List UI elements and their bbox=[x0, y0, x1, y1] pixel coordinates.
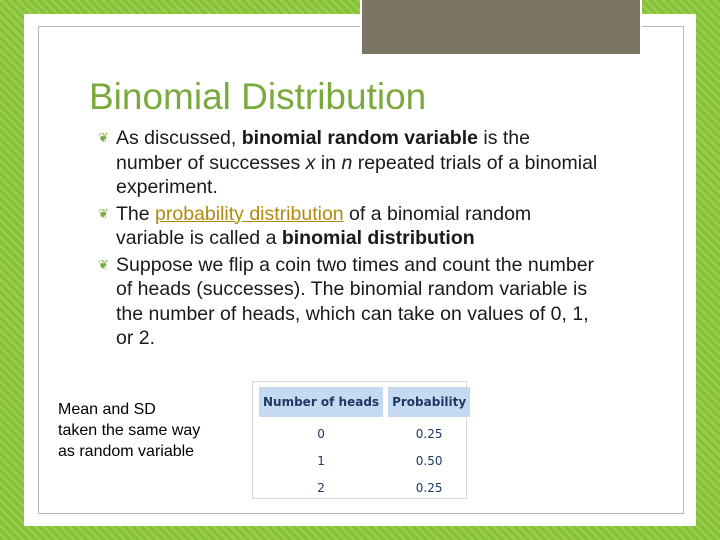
table-row bbox=[259, 447, 470, 474]
side-note-line: Mean and SD bbox=[58, 401, 156, 418]
cell-probability: 0.50 bbox=[415, 453, 443, 468]
column-header-number-of-heads: Number of heads bbox=[259, 387, 383, 417]
probability-distribution-link[interactable]: probability distribution bbox=[155, 202, 344, 225]
cell-probability: 0.25 bbox=[415, 480, 443, 495]
slide-title: Binomial Distribution bbox=[89, 76, 427, 117]
bullet-text: is the number of successes bbox=[116, 127, 530, 174]
cell-heads: 2 bbox=[317, 480, 325, 495]
bullet-text: in bbox=[315, 151, 342, 174]
probability-table-frame bbox=[252, 381, 467, 499]
side-note-line: taken the same way bbox=[58, 422, 201, 439]
bullet-text: n bbox=[341, 151, 353, 174]
bullet-item bbox=[100, 253, 600, 351]
probability-table bbox=[254, 387, 475, 501]
cell-probability: 0.25 bbox=[415, 427, 443, 441]
bullet-text: Suppose we flip a coin two times and count the number of heads (successes). The binomial random variable is the number of heads, which can take on values of 0, 1, or 2. bbox=[116, 253, 595, 349]
column-header-probability: Probability bbox=[388, 387, 470, 417]
bullet-item bbox=[100, 202, 600, 251]
bullet-list bbox=[100, 126, 600, 353]
bullet-text: repeated trials of a binomial experiment. bbox=[116, 151, 598, 198]
wing-bullet-icon: ❦ bbox=[98, 130, 109, 145]
side-note bbox=[58, 399, 238, 462]
side-note-line: as random variable bbox=[58, 443, 195, 460]
bullet-item bbox=[100, 126, 600, 200]
bullet-text: As discussed, bbox=[116, 127, 242, 149]
cell-heads: 1 bbox=[317, 453, 325, 468]
wing-bullet-icon: ❦ bbox=[98, 205, 109, 221]
bullet-text: binomial distribution bbox=[281, 227, 475, 249]
bullet-text: binomial random variable bbox=[241, 127, 478, 149]
title-tab-decoration bbox=[360, 0, 642, 56]
table-row bbox=[259, 417, 470, 447]
bullet-text: of a binomial random variable is called a bbox=[116, 202, 532, 249]
table-row bbox=[259, 474, 470, 501]
bullet-text: x bbox=[305, 151, 316, 174]
wing-bullet-icon: ❦ bbox=[98, 256, 109, 272]
bullet-text: The bbox=[116, 202, 156, 225]
table-header-row bbox=[259, 387, 470, 417]
cell-heads: 0 bbox=[317, 427, 325, 441]
